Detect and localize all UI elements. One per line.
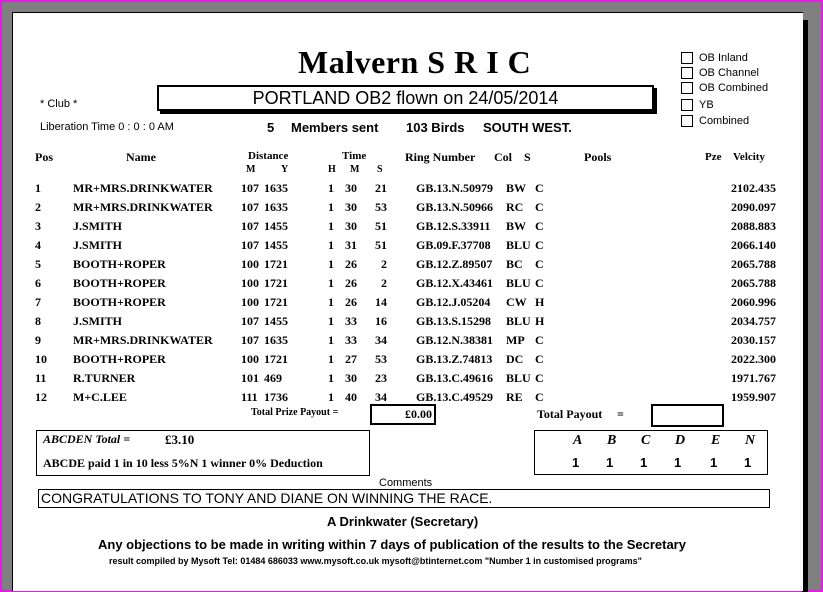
cell-mi: 30 [345, 371, 357, 385]
members-count: 5 [267, 120, 275, 135]
cell-name: BOOTH+ROPER [73, 295, 166, 309]
col-header-pos: Pos [35, 150, 53, 164]
total-payout-eq: = [617, 407, 624, 421]
cell-mi: 33 [345, 314, 357, 328]
cell-h: 1 [328, 200, 334, 214]
cell-y: 1721 [264, 352, 288, 366]
abcden-note: ABCDE paid 1 in 10 less 5%N 1 winner 0% Deduction [43, 456, 323, 470]
cell-col: MP [506, 333, 525, 347]
cell-s: 34 [375, 333, 387, 347]
section-label: SOUTH WEST. [483, 120, 572, 135]
cell-vel: 2060.996 [731, 295, 776, 309]
cell-s: 51 [375, 238, 387, 252]
cell-vel: 2102.435 [731, 181, 776, 195]
cell-ring: GB.13.C.49616 [416, 371, 494, 385]
pool-checkbox-yb[interactable] [681, 99, 714, 111]
cell-h: 1 [328, 276, 334, 290]
col-header-h: H [328, 164, 336, 175]
cell-y: 1721 [264, 295, 288, 309]
cell-vel: 1959.907 [731, 390, 776, 404]
cell-mi: 30 [345, 181, 357, 195]
cell-name: J.SMITH [73, 219, 123, 233]
checkbox-icon[interactable] [681, 115, 693, 127]
col-header-ring: Ring Number [405, 150, 476, 164]
cell-ring: GB.12.N.38381 [416, 333, 494, 347]
cell-col: RE [506, 390, 523, 404]
cell-sx: C [535, 257, 544, 271]
cell-y: 1635 [264, 200, 288, 214]
cell-h: 1 [328, 238, 334, 252]
cell-name: M+C.LEE [73, 390, 127, 404]
birds-count: 103 Birds [406, 120, 465, 135]
group-totals-box [534, 430, 768, 475]
cell-m: 107 [241, 181, 259, 195]
cell-col: RC [506, 200, 524, 214]
cell-s: 2 [381, 276, 387, 290]
pool-checkbox-combined[interactable] [681, 115, 749, 127]
cell-h: 1 [328, 371, 334, 385]
cell-h: 1 [328, 295, 334, 309]
cell-pos: 7 [35, 295, 41, 309]
cell-pos: 11 [35, 371, 47, 385]
checkbox-label: Combined [699, 115, 750, 127]
cell-h: 1 [328, 181, 334, 195]
pool-checkbox-ob-combined[interactable] [681, 82, 768, 94]
cell-sx: C [535, 371, 544, 385]
race-title-box: PORTLAND OB2 flown on 24/05/2014 [157, 85, 654, 111]
cell-y: 1455 [264, 314, 288, 328]
cell-col: BC [506, 257, 523, 271]
cell-h: 1 [328, 314, 334, 328]
cell-pos: 5 [35, 257, 41, 271]
cell-h: 1 [328, 390, 334, 404]
cell-col: BLU [506, 238, 531, 252]
cell-vel: 1971.767 [731, 371, 776, 385]
comments-label: Comments [379, 477, 433, 489]
cell-vel: 2034.757 [731, 314, 776, 328]
cell-ring: GB.13.N.50979 [416, 181, 494, 195]
cell-vel: 2022.300 [731, 352, 776, 366]
cell-y: 1721 [264, 276, 288, 290]
cell-pos: 12 [35, 390, 47, 404]
cell-mi: 33 [345, 333, 357, 347]
cell-y: 1721 [264, 257, 288, 271]
cell-pos: 8 [35, 314, 41, 328]
cell-mi: 31 [345, 238, 357, 252]
liberation-time: Liberation Time 0 : 0 : 0 AM [40, 121, 174, 133]
checkbox-icon[interactable] [681, 52, 693, 64]
checkbox-icon[interactable] [681, 67, 693, 79]
cell-m: 107 [241, 219, 259, 233]
cell-ring: GB.12.Z.89507 [416, 257, 493, 271]
col-header-name: Name [126, 150, 156, 164]
cell-s: 2 [381, 257, 387, 271]
comment-box: CONGRATULATIONS TO TONY AND DIANE ON WINNING THE RACE. [38, 489, 770, 508]
cell-col: CW [506, 295, 527, 309]
cell-h: 1 [328, 333, 334, 347]
cell-y: 1635 [264, 181, 288, 195]
cell-m: 107 [241, 333, 259, 347]
group-letter: A [573, 433, 583, 448]
cell-name: BOOTH+ROPER [73, 257, 166, 271]
col-header-s: S [377, 164, 383, 175]
col-header-time: Time [342, 150, 367, 162]
cell-pos: 10 [35, 352, 47, 366]
cell-col: BLU [506, 276, 531, 290]
col-header-dist-m: M [246, 164, 256, 175]
cell-ring: GB.09.F.37708 [416, 238, 491, 252]
cell-s: 53 [375, 352, 387, 366]
cell-name: BOOTH+ROPER [73, 276, 166, 290]
cell-mi: 40 [345, 390, 357, 404]
col-header-pools: Pools [584, 150, 612, 164]
cell-name: J.SMITH [73, 238, 123, 252]
col-header-distance: Distance [248, 150, 289, 162]
cell-name: R.TURNER [73, 371, 136, 385]
cell-sx: H [535, 314, 545, 328]
prize-payout-label: Total Prize Payout = [251, 407, 339, 418]
group-letter: D [675, 433, 686, 448]
cell-m: 107 [241, 314, 259, 328]
cell-m: 100 [241, 295, 259, 309]
cell-vel: 2090.097 [731, 200, 776, 214]
cell-m: 100 [241, 276, 259, 290]
club-title: Malvern S R I C [298, 44, 532, 80]
group-value: 1 [606, 455, 614, 470]
cell-h: 1 [328, 257, 334, 271]
cell-m: 107 [241, 200, 259, 214]
cell-pos: 1 [35, 181, 41, 195]
col-header-velocity: Velcity [733, 151, 765, 163]
cell-sx: C [535, 333, 544, 347]
cell-name: MR+MRS.DRINKWATER [73, 200, 213, 214]
group-value: 1 [744, 455, 752, 470]
cell-mi: 26 [345, 257, 357, 271]
cell-ring: GB.12.J.05204 [416, 295, 491, 309]
checkbox-label: OB Inland [699, 52, 748, 64]
col-header-dist-y: Y [281, 164, 289, 175]
checkbox-label: YB [699, 99, 714, 111]
cell-sx: C [535, 390, 544, 404]
cell-s: 21 [375, 181, 387, 195]
cell-name: J.SMITH [73, 314, 123, 328]
checkbox-icon[interactable] [681, 99, 693, 111]
cell-m: 111 [241, 390, 258, 404]
cell-ring: GB.13.N.50966 [416, 200, 494, 214]
cell-pos: 3 [35, 219, 41, 233]
group-letter: E [711, 433, 721, 448]
abcden-total-value: £3.10 [165, 432, 195, 447]
cell-col: BW [506, 181, 527, 195]
group-letter: C [641, 433, 651, 448]
cell-sx: C [535, 200, 544, 214]
cell-sx: C [535, 352, 544, 366]
col-header-sex: S [524, 150, 531, 164]
cell-sx: C [535, 276, 544, 290]
cell-s: 14 [375, 295, 387, 309]
cell-sx: C [535, 181, 544, 195]
cell-s: 16 [375, 314, 387, 328]
prize-payout-value: £0.00 [370, 404, 436, 425]
group-letter: N [745, 433, 756, 448]
cell-m: 100 [241, 352, 259, 366]
col-header-pze: Pze [705, 151, 722, 163]
cell-s: 34 [375, 390, 387, 404]
cell-col: DC [506, 352, 524, 366]
abcden-total-label: ABCDEN Total = [43, 432, 131, 446]
group-value: 1 [710, 455, 718, 470]
cell-sx: C [535, 219, 544, 233]
cell-vel: 2065.788 [731, 257, 776, 271]
club-label: * Club * [40, 98, 78, 110]
cell-y: 1455 [264, 219, 288, 233]
cell-name: MR+MRS.DRINKWATER [73, 181, 213, 195]
cell-sx: C [535, 238, 544, 252]
cell-sx: H [535, 295, 545, 309]
cell-ring: GB.13.S.15298 [416, 314, 492, 328]
cell-s: 23 [375, 371, 387, 385]
group-value: 1 [674, 455, 682, 470]
secretary: A Drinkwater (Secretary) [327, 514, 479, 529]
members-label: Members sent [291, 120, 379, 135]
total-payout-label: Total Payout [537, 407, 603, 421]
cell-vel: 2088.883 [731, 219, 776, 233]
cell-pos: 4 [35, 238, 41, 252]
checkbox-label: OB Channel [699, 67, 759, 79]
group-value: 1 [572, 455, 580, 470]
group-letter: B [607, 433, 617, 448]
cell-s: 53 [375, 200, 387, 214]
cell-mi: 26 [345, 276, 357, 290]
cell-ring: GB.12.X.43461 [416, 276, 494, 290]
cell-h: 1 [328, 352, 334, 366]
cell-mi: 30 [345, 200, 357, 214]
cell-m: 101 [241, 371, 259, 385]
cell-m: 100 [241, 257, 259, 271]
cell-y: 1455 [264, 238, 288, 252]
col-header-col: Col [494, 150, 512, 164]
total-payout-value [651, 404, 724, 427]
cell-name: BOOTH+ROPER [73, 352, 166, 366]
cell-name: MR+MRS.DRINKWATER [73, 333, 213, 347]
cell-col: BLU [506, 371, 531, 385]
pool-checkbox-ob-inland[interactable] [681, 52, 748, 64]
cell-col: BW [506, 219, 527, 233]
cell-ring: GB.13.C.49529 [416, 390, 494, 404]
cell-vel: 2065.788 [731, 276, 776, 290]
footer-credits: result compiled by Mysoft Tel: 01484 686033 www.mysoft.co.uk mysoft@btinternet.com "Number 1 in customised programs" [109, 556, 642, 566]
cell-y: 1635 [264, 333, 288, 347]
cell-ring: GB.13.Z.74813 [416, 352, 493, 366]
cell-mi: 30 [345, 219, 357, 233]
cell-y: 469 [264, 371, 282, 385]
cell-ring: GB.12.S.33911 [416, 219, 491, 233]
cell-vel: 2030.157 [731, 333, 776, 347]
pool-checkbox-ob-channel[interactable] [681, 67, 759, 79]
cell-vel: 2066.140 [731, 238, 776, 252]
group-value: 1 [640, 455, 648, 470]
cell-pos: 9 [35, 333, 41, 347]
checkbox-label: OB Combined [699, 82, 769, 94]
checkbox-icon[interactable] [681, 82, 693, 94]
cell-m: 107 [241, 238, 259, 252]
cell-pos: 2 [35, 200, 41, 214]
cell-s: 51 [375, 219, 387, 233]
cell-mi: 26 [345, 295, 357, 309]
cell-h: 1 [328, 219, 334, 233]
objections-note: Any objections to be made in writing within 7 days of publication of the results to the Secretary [98, 537, 686, 552]
col-header-m: M [350, 164, 360, 175]
cell-col: BLU [506, 314, 531, 328]
cell-pos: 6 [35, 276, 41, 290]
cell-y: 1736 [264, 390, 288, 404]
cell-mi: 27 [345, 352, 357, 366]
